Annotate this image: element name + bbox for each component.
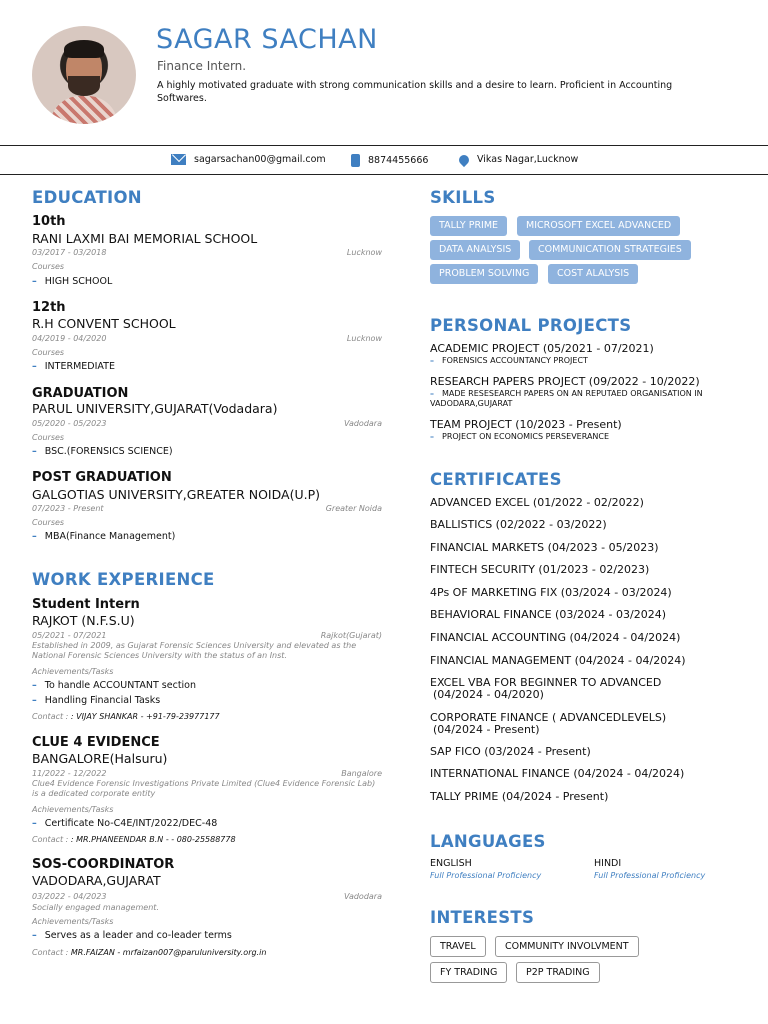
certificate-item: INTERNATIONAL FINANCE (04/2024 - 04/2024) — [430, 767, 685, 780]
edu-course: – BSC.(FORENSICS SCIENCE) — [32, 446, 173, 457]
skill-tag: MICROSOFT EXCEL ADVANCED — [517, 216, 680, 236]
candidate-name: SAGAR SACHAN — [156, 24, 378, 55]
edu-dates: 05/2020 - 05/2023 — [32, 419, 107, 428]
edu-level: 10th — [32, 214, 66, 229]
job-place: Rajkot(Gujarat) — [320, 631, 382, 640]
job-description: Established in 2009, as Gujarat Forensic Sciences University and elevated as the National Forensic Sciences University with the status of an Inst. — [32, 641, 357, 660]
job-task: – Serves as a leader and co-leader terms — [32, 930, 232, 941]
project-title: ACADEMIC PROJECT (05/2021 - 07/2021) — [430, 342, 654, 355]
edu-school: RANI LAXMI BAI MEMORIAL SCHOOL — [32, 231, 258, 246]
skill-tag: TALLY PRIME — [430, 216, 507, 236]
project-title: RESEARCH PAPERS PROJECT (09/2022 - 10/2022) — [430, 375, 700, 388]
work-heading: WORK EXPERIENCE — [32, 570, 215, 589]
job-place: Vadodara — [343, 892, 382, 901]
interest-tag: P2P TRADING — [516, 962, 600, 983]
certificate-item: CORPORATE FINANCE ( ADVANCEDLEVELS) — [430, 711, 667, 724]
location-pin-icon — [457, 152, 471, 166]
project-desc: – MADE RESESEARCH PAPERS ON AN REPUTAED ORGANISATION IN VADODARA,GUJARAT — [430, 389, 730, 409]
education-heading: EDUCATION — [32, 188, 142, 207]
skill-tag: PROBLEM SOLVING — [430, 264, 538, 284]
job-description: Socially engaged management. — [32, 903, 159, 912]
certificate-item: SAP FICO (03/2024 - Present) — [430, 745, 591, 758]
certificate-item: 4Ps OF MARKETING FIX (03/2024 - 03/2024) — [430, 586, 672, 599]
candidate-role: Finance Intern. — [157, 59, 247, 73]
job-contact: Contact : MR.FAIZAN - mrfaizan007@paruluniversity.org.in — [32, 948, 267, 957]
job-contact: Contact : : VIJAY SHANKAR - +91-79-23977177 — [32, 712, 220, 721]
certificate-item-dates: (04/2024 - Present) — [433, 723, 540, 736]
certificates-heading: CERTIFICATES — [430, 470, 562, 489]
job-dates: 05/2021 - 07/2021 — [32, 631, 107, 640]
edu-dates: 04/2019 - 04/2020 — [32, 334, 107, 343]
skill-tag: COST ALALYSIS — [548, 264, 638, 284]
language-level: Full Professional Proficiency — [430, 871, 542, 880]
contact-email[interactable] — [171, 154, 326, 165]
resume-header — [0, 0, 768, 145]
skill-tag: COMMUNICATION STRATEGIES — [529, 240, 691, 260]
edu-course: – HIGH SCHOOL — [32, 276, 112, 287]
edu-school: R.H CONVENT SCHOOL — [32, 316, 176, 331]
certificate-item: FINTECH SECURITY (01/2023 - 02/2023) — [430, 563, 650, 576]
job-org: RAJKOT (N.F.S.U) — [32, 613, 135, 628]
location-text: Vikas Nagar,Lucknow — [477, 154, 579, 165]
edu-level: 12th — [32, 300, 66, 315]
interest-tag: COMMUNITY INVOLVMENT — [495, 936, 639, 957]
edu-place: Lucknow — [346, 248, 382, 257]
contact-location — [459, 154, 578, 165]
edu-dates: 07/2023 - Present — [32, 504, 104, 513]
phone-text: 8874455666 — [368, 155, 429, 166]
project-title: TEAM PROJECT (10/2023 - Present) — [430, 418, 622, 431]
edu-place: Lucknow — [346, 334, 382, 343]
achievements-label: Achievements/Tasks — [32, 805, 114, 814]
job-org: BANGALORE(Halsuru) — [32, 751, 168, 766]
job-title: CLUE 4 EVIDENCE — [32, 735, 160, 750]
job-contact: Contact : : MR.PHANEENDAR B.N - - 080-25588778 — [32, 835, 236, 844]
achievements-label: Achievements/Tasks — [32, 667, 114, 676]
certificate-item: ADVANCED EXCEL (01/2022 - 02/2022) — [430, 496, 644, 509]
contact-phone[interactable] — [351, 154, 428, 167]
skills-heading: SKILLS — [430, 188, 496, 207]
contact-bar — [0, 145, 768, 175]
edu-school: GALGOTIAS UNIVERSITY,GREATER NOIDA(U.P) — [32, 487, 320, 502]
job-task: – Handling Financial Tasks — [32, 695, 160, 706]
profile-photo — [32, 26, 136, 124]
interest-tag: FY TRADING — [430, 962, 507, 983]
languages-heading: LANGUAGES — [430, 832, 546, 851]
edu-dates: 03/2017 - 03/2018 — [32, 248, 107, 257]
job-task: – Certificate No-C4E/INT/2022/DEC-48 — [32, 818, 217, 829]
job-org: VADODARA,GUJARAT — [32, 873, 161, 888]
email-text: sagarsachan00@gmail.com — [194, 154, 326, 165]
interests-heading: INTERESTS — [430, 908, 535, 927]
job-dates: 11/2022 - 12/2022 — [32, 769, 107, 778]
phone-icon — [351, 154, 360, 167]
job-dates: 03/2022 - 04/2023 — [32, 892, 107, 901]
job-task: – To handle ACCOUNTANT section — [32, 680, 196, 691]
skill-tag: DATA ANALYSIS — [430, 240, 520, 260]
language-name: ENGLISH — [430, 858, 472, 869]
edu-courses-label: Courses — [32, 518, 65, 527]
mail-icon — [171, 154, 186, 165]
job-title: SOS-COORDINATOR — [32, 857, 175, 872]
edu-course: – INTERMEDIATE — [32, 361, 115, 372]
edu-courses-label: Courses — [32, 433, 65, 442]
interest-tag: TRAVEL — [430, 936, 486, 957]
edu-school: PARUL UNIVERSITY,GUJARAT(Vodadara) — [32, 401, 278, 416]
certificate-item: FINANCIAL MARKETS (04/2023 - 05/2023) — [430, 541, 659, 554]
job-description: Clue4 Evidence Forensic Investigations Private Limited (Clue4 Evidence Forensic Lab) is a dedicated corporate entity — [32, 779, 376, 798]
edu-courses-label: Courses — [32, 262, 65, 271]
edu-level: GRADUATION — [32, 386, 129, 401]
certificate-item: FINANCIAL ACCOUNTING (04/2024 - 04/2024) — [430, 631, 681, 644]
certificate-item: EXCEL VBA FOR BEGINNER TO ADVANCED — [430, 676, 662, 689]
certificate-item: TALLY PRIME (04/2024 - Present) — [430, 790, 609, 803]
certificate-item: FINANCIAL MANAGEMENT (04/2024 - 04/2024) — [430, 654, 686, 667]
achievements-label: Achievements/Tasks — [32, 917, 114, 926]
language-level: Full Professional Proficiency — [594, 871, 706, 880]
certificate-item: BEHAVIORAL FINANCE (03/2024 - 03/2024) — [430, 608, 666, 621]
edu-courses-label: Courses — [32, 348, 65, 357]
job-title: Student Intern — [32, 597, 140, 612]
edu-level: POST GRADUATION — [32, 470, 172, 485]
edu-place: Vadodara — [343, 419, 382, 428]
project-desc: – FORENSICS ACCOUNTANCY PROJECT — [430, 356, 588, 366]
edu-place: Greater Noida — [325, 504, 382, 513]
edu-course: – MBA(Finance Management) — [32, 531, 175, 542]
candidate-summary: A highly motivated graduate with strong communication skills and a desire to learn. Proficient in Accounting Softwares. — [157, 80, 673, 104]
projects-heading: PERSONAL PROJECTS — [430, 316, 632, 335]
certificate-item: BALLISTICS (02/2022 - 03/2022) — [430, 518, 607, 531]
certificate-item-dates: (04/2024 - 04/2020) — [433, 688, 544, 701]
project-desc: – PROJECT ON ECONOMICS PERSEVERANCE — [430, 432, 609, 442]
job-place: Bangalore — [341, 769, 382, 778]
language-name: HINDI — [594, 858, 622, 869]
